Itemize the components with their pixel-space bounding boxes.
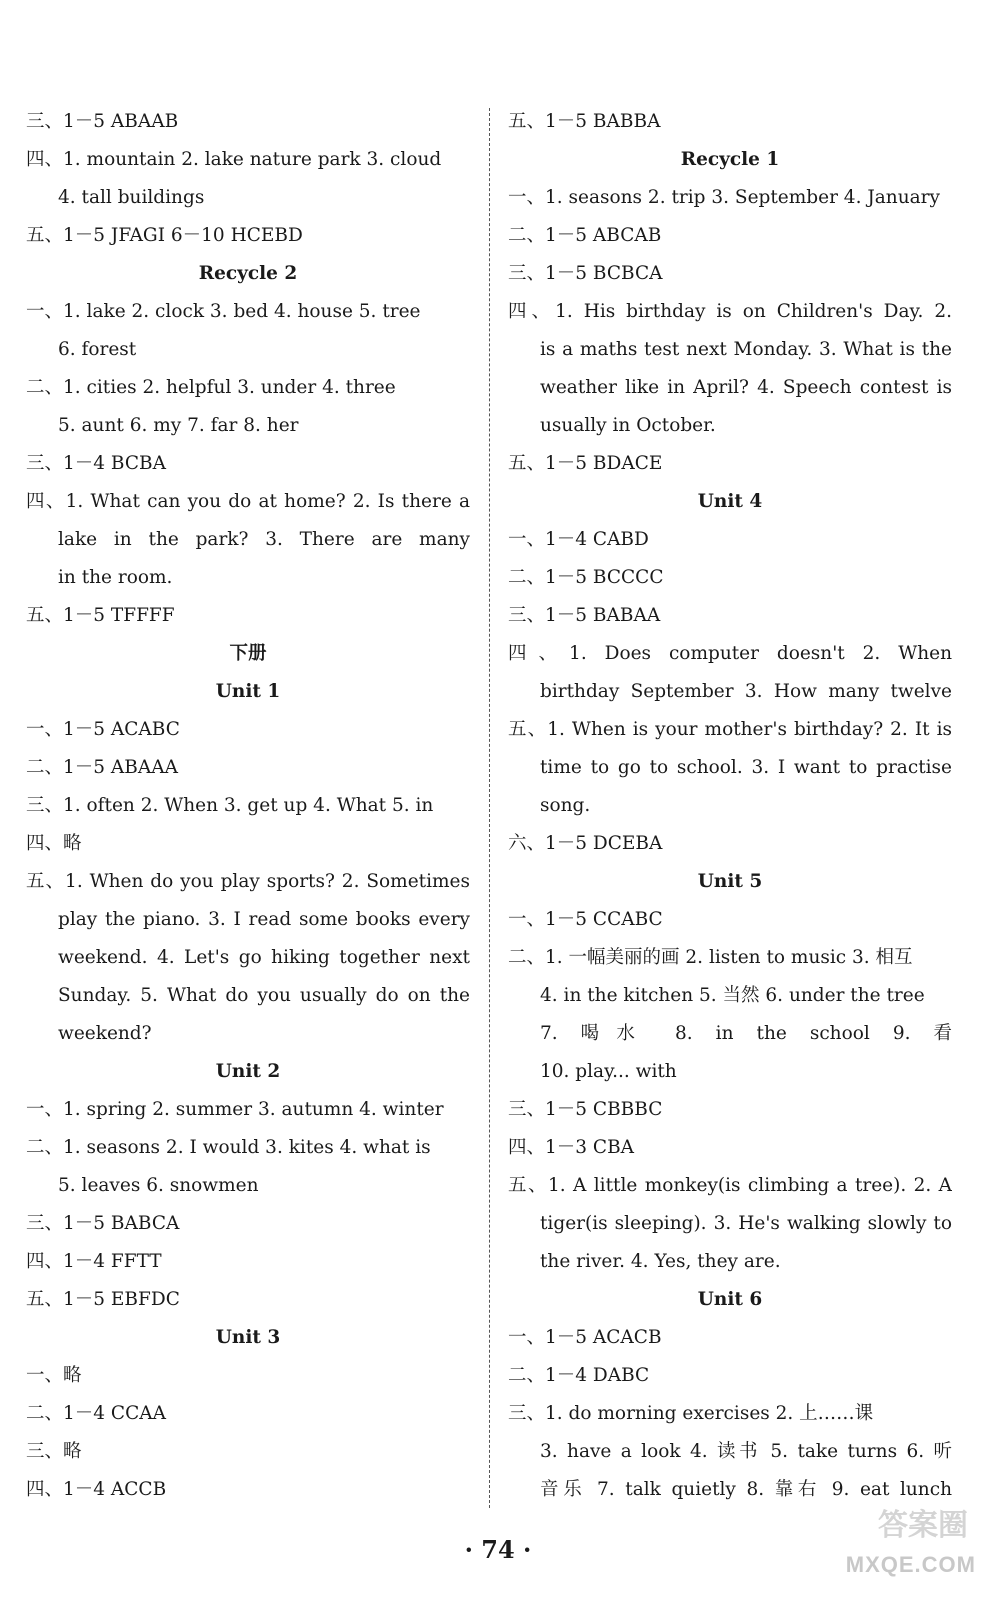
answer-line: 五、1. When do you play sports? 2. Sometimes: [26, 871, 470, 892]
answer-line: lake in the park? 3. There are many: [58, 529, 470, 550]
answer-line: 3. have a look 4. 读书 5. take turns 6. 听: [540, 1441, 952, 1462]
answer-line: 三、1－4 BCBA: [26, 453, 166, 474]
answer-line: 二、1－5 ABAAA: [26, 757, 178, 778]
answer-line: 五、1. When is your mother's birthday? 2. It is: [508, 719, 952, 740]
answer-line: 二、1. cities 2. helpful 3. under 4. three: [26, 377, 396, 398]
answer-line: 7. 喝水 8. in the school 9. 看: [540, 1023, 952, 1044]
answer-line: 二、1－4 CCAA: [26, 1403, 166, 1424]
answer-line: 五、1－5 TFFFF: [26, 605, 175, 626]
section-heading: Unit 6: [697, 1289, 763, 1310]
answer-line: 三、1－5 BABAA: [508, 605, 661, 626]
answer-line: 4. in the kitchen 5. 当然 6. under the tree: [540, 985, 925, 1006]
answer-line: 五、1－5 JFAGI 6－10 HCEBD: [26, 225, 303, 246]
answer-line: 四、1－4 ACCB: [26, 1479, 167, 1500]
answer-line: 四、1. What can you do at home? 2. Is there a: [26, 491, 470, 512]
watermark-text: MXQE.COM: [845, 1552, 976, 1577]
section-heading: Unit 4: [697, 491, 763, 512]
section-heading: Unit 3: [215, 1327, 281, 1348]
watermark-mark: 答案圈: [878, 1508, 968, 1543]
answer-line: usually in October.: [540, 415, 716, 436]
answer-line: 二、1. 一幅美丽的画 2. listen to music 3. 相互: [508, 947, 913, 968]
left-column: [26, 103, 470, 1509]
column-divider: [489, 108, 490, 1508]
watermark-logo: [818, 1492, 978, 1588]
answer-line: 四、1. His birthday is on Children's Day. 2.: [508, 301, 952, 322]
answer-line: time to go to school. 3. I want to practise: [540, 757, 952, 778]
right-column: [508, 103, 952, 1509]
answer-line: 6. forest: [58, 339, 137, 360]
section-heading: Unit 5: [697, 871, 763, 892]
answer-line: 音乐 7. talk quietly 8. 靠右 9. eat lunch: [540, 1479, 952, 1500]
answer-line: 三、1. do morning exercises 2. 上……课: [508, 1403, 874, 1424]
answer-line: the river. 4. Yes, they are.: [540, 1251, 781, 1272]
answer-line: tiger(is sleeping). 3. He's walking slowly to: [540, 1213, 952, 1234]
answer-line: 五、1－5 EBFDC: [26, 1289, 180, 1310]
answer-line: 三、略: [26, 1441, 82, 1462]
answer-line: 三、1. often 2. When 3. get up 4. What 5. in: [26, 795, 434, 816]
answer-line: 二、1－5 ABCAB: [508, 225, 662, 246]
answer-line: 五、1－5 BDACE: [508, 453, 663, 474]
answer-line: 一、1. lake 2. clock 3. bed 4. house 5. tree: [26, 301, 421, 322]
answer-line: 一、1－5 ACACB: [508, 1327, 662, 1348]
answer-line: is a maths test next Monday. 3. What is the: [540, 339, 952, 360]
answer-line: 二、1－4 DABC: [508, 1365, 650, 1386]
answer-line: 5. leaves 6. snowmen: [58, 1175, 259, 1196]
answer-line: 二、1－5 BCCCC: [508, 567, 664, 588]
answer-line: weather like in April? 4. Speech contest is: [540, 377, 952, 398]
answer-line: 六、1－5 DCEBA: [508, 833, 663, 854]
answer-line: birthday September 3. How many twelve: [540, 681, 952, 702]
section-heading: 下册: [229, 643, 267, 664]
answer-line: 三、1－5 BCBCA: [508, 263, 663, 284]
answer-line: 一、略: [26, 1365, 82, 1386]
section-heading: Recycle 2: [198, 263, 298, 284]
answer-line: in the room.: [58, 567, 173, 588]
answer-line: 二、1. seasons 2. I would 3. kites 4. what is: [26, 1137, 431, 1158]
answer-line: 5. aunt 6. my 7. far 8. her: [58, 415, 299, 436]
answer-line: 一、1－5 CCABC: [508, 909, 663, 930]
answer-line: weekend. 4. Let's go hiking together next: [58, 947, 470, 968]
answer-line: 一、1－4 CABD: [508, 529, 649, 550]
answer-line: 三、1－5 ABAAB: [26, 111, 179, 132]
answer-line: 10. play... with: [540, 1061, 677, 1082]
answer-line: 五、1－5 BABBA: [508, 111, 661, 132]
answer-line: 一、1－5 ACABC: [26, 719, 180, 740]
section-heading: Unit 2: [215, 1061, 281, 1082]
answer-line: 四、1. Does computer doesn't 2. When: [508, 643, 952, 664]
section-heading: Recycle 1: [680, 149, 780, 170]
section-heading: Unit 1: [215, 681, 281, 702]
answer-line: 4. tall buildings: [58, 187, 205, 208]
page-number: · 74 ·: [464, 1535, 532, 1564]
answer-line: 四、1－3 CBA: [508, 1137, 635, 1158]
answer-line: 四、1. mountain 2. lake nature park 3. cloud: [26, 149, 442, 170]
answer-line: weekend?: [58, 1023, 152, 1044]
answer-line: 四、略: [26, 833, 82, 854]
answer-line: 四、1－4 FFTT: [26, 1251, 162, 1272]
answer-line: 三、1－5 CBBBC: [508, 1099, 663, 1120]
answer-line: 五、1. A little monkey(is climbing a tree). 2. A: [508, 1175, 952, 1196]
answer-line: Sunday. 5. What do you usually do on the: [58, 985, 470, 1006]
answer-line: play the piano. 3. I read some books every: [58, 909, 470, 930]
answer-line: 一、1. spring 2. summer 3. autumn 4. winter: [26, 1099, 444, 1120]
answer-line: 一、1. seasons 2. trip 3. September 4. January: [508, 187, 940, 208]
answer-line: 三、1－5 BABCA: [26, 1213, 180, 1234]
answer-line: song.: [540, 795, 591, 816]
